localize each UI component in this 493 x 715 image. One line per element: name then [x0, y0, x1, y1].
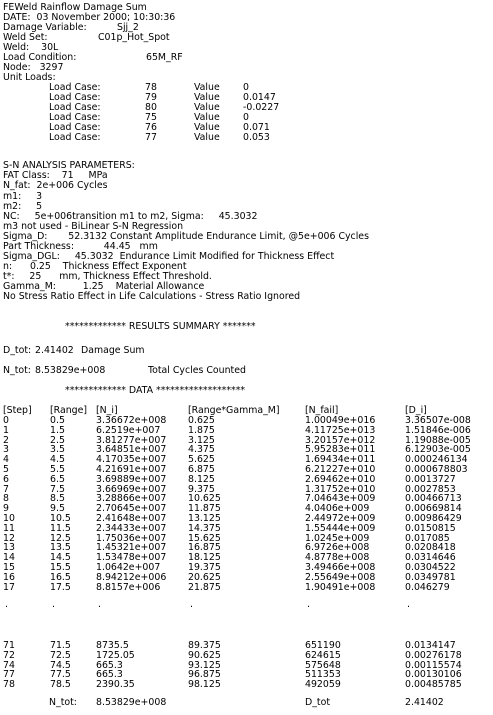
cell-d-i: 0.00466713 — [405, 493, 462, 505]
cell-n-fail: 3.20157e+012 — [305, 434, 376, 446]
cell-n-fail: 2.44972e+009 — [305, 513, 376, 524]
cell-range: 11.5 — [50, 522, 71, 534]
cell-step: 12 — [3, 532, 15, 544]
value-label: Value — [194, 122, 220, 133]
cell-n-fail: 5.95283e+011 — [305, 444, 376, 456]
cell-range: 12.5 — [50, 532, 71, 544]
cell-range: 8.5 — [50, 493, 65, 505]
thickness-threshold: t*: 25 mm, Thickness Effect Threshold. — [3, 271, 212, 282]
cell-range: 13.5 — [50, 542, 71, 554]
load-case-value: 0.053 — [243, 132, 270, 143]
cell-n-i: 665.3 — [96, 669, 123, 681]
sn-heading: S-N ANALYSIS PARAMETERS: — [3, 160, 135, 171]
value-label: Value — [194, 102, 220, 113]
cell-n-i: 3.64851e+007 — [96, 444, 167, 456]
cell-n-i: 3.28866e+007 — [96, 493, 167, 505]
cell-step: 5 — [3, 464, 9, 475]
d-tot-label: D_tot: — [3, 345, 32, 356]
footer-d-tot-label: D_tot — [305, 697, 330, 708]
load-case-number: 80 — [145, 102, 157, 113]
cell-n-fail: 6.9726e+008 — [305, 542, 370, 554]
cell-n-fail: 1.90491e+008 — [305, 581, 376, 593]
cell-range-gamma: 11.875 — [188, 503, 221, 515]
cell-range: 74.5 — [50, 659, 71, 671]
cell-n-fail: 4.0406e+009 — [305, 503, 370, 515]
cell-range: 17.5 — [50, 581, 71, 593]
value-label: Value — [194, 92, 220, 103]
cell-range: 14.5 — [50, 552, 71, 564]
unit-loads-heading: Unit Loads: — [3, 72, 56, 83]
cell-d-i: 0.0304522 — [405, 562, 456, 573]
load-case-value: 0.0147 — [243, 92, 276, 103]
report-date: DATE: 03 November 2000; 10:30:36 — [3, 12, 176, 23]
ellipsis-dot: . — [190, 599, 193, 610]
cell-n-fail: 575648 — [305, 659, 341, 671]
cell-n-i: 3.69889e+007 — [96, 473, 167, 485]
load-case-label: Load Case: — [49, 122, 101, 133]
cell-range-gamma: 5.625 — [188, 454, 215, 466]
cell-range-gamma: 96.875 — [188, 669, 221, 681]
cell-range: 2.5 — [50, 434, 65, 446]
cell-d-i: 0.046279 — [405, 581, 450, 593]
stress-ratio-note: No Stress Ratio Effect in Life Calculations - Stress Ratio Ignored — [3, 291, 301, 302]
cell-step: 10 — [3, 513, 15, 524]
cell-range-gamma: 89.375 — [188, 640, 221, 651]
cell-step: 11 — [3, 522, 15, 534]
load-case-value: 0 — [243, 112, 249, 123]
cell-step: 4 — [3, 454, 9, 466]
cell-step: 16 — [3, 571, 15, 583]
cell-range-gamma: 0.625 — [188, 415, 215, 426]
cell-step: 13 — [3, 542, 15, 554]
data-heading: ************* DATA ******************* — [65, 385, 246, 396]
cell-range-gamma: 4.375 — [188, 444, 215, 456]
cell-d-i: 6.12903e-005 — [405, 444, 471, 456]
cell-n-i: 3.36672e+008 — [96, 415, 167, 426]
cell-n-fail: 1.69434e+011 — [305, 454, 376, 466]
cell-d-i: 0.00485785 — [405, 679, 462, 691]
cell-d-i: 0.00669814 — [405, 503, 462, 515]
cell-n-i: 1.0642e+007 — [96, 562, 161, 573]
cell-n-i: 2390.35 — [96, 679, 135, 691]
cell-range-gamma: 9.375 — [188, 483, 215, 495]
cell-range: 3.5 — [50, 444, 65, 456]
cell-range-gamma: 10.625 — [188, 493, 221, 505]
footer-n-tot-label: N_tot: — [49, 697, 77, 708]
load-case-number: 75 — [145, 112, 157, 123]
value-label: Value — [194, 132, 220, 143]
column-header-step: [Step] — [3, 405, 32, 416]
cell-n-fail: 1.55444e+009 — [305, 522, 376, 534]
column-header-range: [Range] — [50, 405, 88, 416]
cell-d-i: 0.000246134 — [405, 454, 468, 466]
ellipsis-dot: . — [52, 599, 55, 610]
column-header-n-fail: [N_fail] — [305, 405, 339, 416]
weld-line: Weld: 30L — [3, 42, 59, 53]
cell-range: 6.5 — [50, 473, 65, 485]
column-header-d-i: [D_i] — [405, 405, 427, 416]
sigma-d: Sigma_D: 52.3132 Constant Amplitude Endurance Limit, @5e+006 Cycles — [3, 231, 369, 242]
cell-range: 78.5 — [50, 679, 71, 691]
cell-d-i: 0.0013727 — [405, 473, 456, 485]
cell-d-i: 0.00276178 — [405, 649, 462, 661]
cell-n-fail: 1.00049e+016 — [305, 415, 376, 426]
cell-n-fail: 1.0245e+009 — [305, 532, 370, 544]
damage-variable-value: Sjj_2 — [117, 22, 139, 33]
m1: m1: 3 — [3, 191, 43, 202]
load-case-number: 76 — [145, 122, 157, 133]
value-label: Value — [194, 82, 220, 93]
cell-step: 8 — [3, 493, 9, 505]
weld-set-value: C01p_Hot_Spot — [98, 32, 170, 43]
footer-n-tot-value: 8.53829e+008 — [96, 697, 167, 708]
nc-transition: NC: 5e+006transition m1 to m2, Sigma: 45.3032 — [3, 211, 258, 222]
cell-d-i: 1.51846e-006 — [405, 424, 471, 436]
ellipsis-dot: . — [407, 599, 410, 610]
cell-range: 72.5 — [50, 649, 71, 661]
cell-step: 0 — [3, 415, 9, 426]
cell-n-i: 3.66969e+007 — [96, 483, 167, 495]
load-case-label: Load Case: — [49, 82, 101, 93]
value-label: Value — [194, 112, 220, 123]
load-case-value: 0 — [243, 82, 249, 93]
cell-range: 77.5 — [50, 669, 71, 681]
cell-range-gamma: 3.125 — [188, 434, 215, 446]
cell-step: 74 — [3, 659, 15, 671]
cell-n-i: 2.41648e+007 — [96, 513, 167, 524]
cell-n-i: 1725.05 — [96, 649, 135, 661]
cell-n-i: 8.8157e+006 — [96, 581, 161, 593]
cell-d-i: 0.00986429 — [405, 513, 462, 524]
ellipsis-dot: . — [5, 599, 8, 610]
load-case-label: Load Case: — [49, 112, 101, 123]
load-condition-label: Load Condition: — [3, 52, 77, 63]
cell-step: 3 — [3, 444, 9, 456]
cell-step: 1 — [3, 424, 9, 436]
d-tot-value: 2.41402 — [35, 345, 74, 356]
ellipsis-dot: . — [98, 599, 101, 610]
node-line: Node: 3297 — [3, 62, 64, 73]
cell-n-fail: 1.31752e+010 — [305, 483, 376, 495]
cell-d-i: 1.19088e-005 — [405, 434, 471, 446]
n-tot-desc: Total Cycles Counted — [148, 365, 246, 376]
cell-n-i: 3.81277e+007 — [96, 434, 167, 446]
gamma-m: Gamma_M: 1.25 Material Allowance — [3, 281, 205, 292]
cell-range-gamma: 13.125 — [188, 513, 221, 524]
cell-d-i: 0.0027853 — [405, 483, 456, 495]
cell-step: 9 — [3, 503, 9, 515]
cell-range-gamma: 20.625 — [188, 571, 221, 583]
cell-n-i: 8735.5 — [96, 640, 129, 651]
column-header-n-i: [N_i] — [96, 405, 118, 416]
cell-range: 71.5 — [50, 640, 71, 651]
cell-n-fail: 6.21227e+010 — [305, 464, 376, 475]
cell-d-i: 0.0208418 — [405, 542, 456, 554]
cell-range-gamma: 15.625 — [188, 532, 221, 544]
fat-class: FAT Class: 71 MPa — [3, 170, 108, 181]
cell-range-gamma: 1.875 — [188, 424, 215, 436]
cell-range-gamma: 18.125 — [188, 552, 221, 564]
cell-n-fail: 2.55649e+008 — [305, 571, 376, 583]
cell-n-fail: 511353 — [305, 669, 341, 681]
ellipsis-dot: . — [307, 599, 310, 610]
part-thickness: Part Thickness: 44.45 mm — [3, 241, 158, 252]
load-case-number: 79 — [145, 92, 157, 103]
load-case-label: Load Case: — [49, 132, 101, 143]
cell-range: 5.5 — [50, 464, 65, 475]
cell-range: 1.5 — [50, 424, 65, 436]
cell-range-gamma: 19.375 — [188, 562, 221, 573]
n-tot-value: 8.53829e+008 — [35, 365, 106, 376]
weld-set-label: Weld Set: — [3, 32, 48, 43]
cell-step: 7 — [3, 483, 9, 495]
cell-step: 6 — [3, 473, 9, 485]
cell-step: 14 — [3, 552, 15, 564]
cell-d-i: 0.017085 — [405, 532, 450, 544]
d-tot-desc: Damage Sum — [81, 345, 145, 356]
cell-range: 4.5 — [50, 454, 65, 466]
cell-n-i: 2.70645e+007 — [96, 503, 167, 515]
cell-d-i: 0.0134147 — [405, 640, 456, 651]
load-case-label: Load Case: — [49, 92, 101, 103]
cell-range-gamma: 6.875 — [188, 464, 215, 475]
cell-range-gamma: 8.125 — [188, 473, 215, 485]
cell-step: 72 — [3, 649, 15, 661]
load-case-number: 78 — [145, 82, 157, 93]
cell-d-i: 0.0150815 — [405, 522, 456, 534]
cell-n-i: 665.3 — [96, 659, 123, 671]
cell-range: 9.5 — [50, 503, 65, 515]
cell-step: 78 — [3, 679, 15, 691]
damage-variable-label: Damage Variable: — [3, 22, 87, 33]
footer-d-tot-value: 2.41402 — [405, 697, 444, 708]
cell-n-i: 6.2519e+007 — [96, 424, 161, 436]
results-heading: ************* RESULTS SUMMARY ******* — [65, 321, 256, 332]
cell-range-gamma: 21.875 — [188, 581, 221, 593]
cell-n-fail: 4.11725e+013 — [305, 424, 376, 436]
cell-range-gamma: 98.125 — [188, 679, 221, 691]
cell-d-i: 0.0314646 — [405, 552, 456, 564]
cell-n-fail: 624615 — [305, 649, 341, 661]
thickness-exponent: n: 0.25 Thickness Effect Exponent — [3, 261, 187, 272]
cell-range: 0.5 — [50, 415, 65, 426]
cell-n-fail: 651190 — [305, 640, 341, 651]
load-case-label: Load Case: — [49, 102, 101, 113]
cell-n-fail: 3.49466e+008 — [305, 562, 376, 573]
cell-n-i: 1.45321e+007 — [96, 542, 167, 554]
cell-n-i: 4.21691e+007 — [96, 464, 167, 475]
cell-d-i: 0.0349781 — [405, 571, 456, 583]
cell-d-i: 0.00130106 — [405, 669, 462, 681]
cell-step: 15 — [3, 562, 15, 573]
n-tot-label: N_tot: — [3, 365, 31, 376]
cell-n-fail: 492059 — [305, 679, 341, 691]
cell-step: 77 — [3, 669, 15, 681]
cell-n-i: 1.75036e+007 — [96, 532, 167, 544]
n-fat: N_fat: 2e+006 Cycles — [3, 180, 108, 191]
report-title: FEWeld Rainflow Damage Sum — [3, 2, 147, 13]
cell-range-gamma: 16.875 — [188, 542, 221, 554]
cell-range: 15.5 — [50, 562, 71, 573]
column-header-range-gamma: [Range*Gamma_M] — [188, 405, 280, 416]
cell-range-gamma: 93.125 — [188, 659, 221, 671]
cell-n-fail: 4.8778e+008 — [305, 552, 370, 564]
load-condition-value: 65M_RF — [146, 52, 183, 63]
cell-range: 16.5 — [50, 571, 71, 583]
cell-n-fail: 2.69462e+010 — [305, 473, 376, 485]
cell-n-i: 4.17035e+007 — [96, 454, 167, 466]
cell-n-i: 1.53478e+007 — [96, 552, 167, 564]
cell-step: 2 — [3, 434, 9, 446]
cell-n-i: 8.94212e+006 — [96, 571, 167, 583]
load-case-value: 0.071 — [243, 122, 270, 133]
cell-range-gamma: 14.375 — [188, 522, 221, 534]
load-case-number: 77 — [145, 132, 157, 143]
m3-note: m3 not used - BiLinear S-N Regression — [3, 221, 184, 232]
cell-step: 71 — [3, 640, 15, 651]
cell-d-i: 0.000678803 — [405, 464, 468, 475]
cell-range: 10.5 — [50, 513, 71, 524]
m2: m2: 5 — [3, 201, 43, 212]
cell-d-i: 0.00115574 — [405, 659, 462, 671]
cell-range: 7.5 — [50, 483, 65, 495]
cell-step: 17 — [3, 581, 15, 593]
cell-d-i: 3.36507e-008 — [405, 415, 471, 426]
cell-n-fail: 7.04643e+009 — [305, 493, 376, 505]
sigma-dgl: Sigma_DGL: 45.3032 Endurance Limit Modified for Thickness Effect — [3, 251, 335, 262]
cell-range-gamma: 90.625 — [188, 649, 221, 661]
load-case-value: -0.0227 — [243, 102, 280, 113]
cell-n-i: 2.34433e+007 — [96, 522, 167, 534]
